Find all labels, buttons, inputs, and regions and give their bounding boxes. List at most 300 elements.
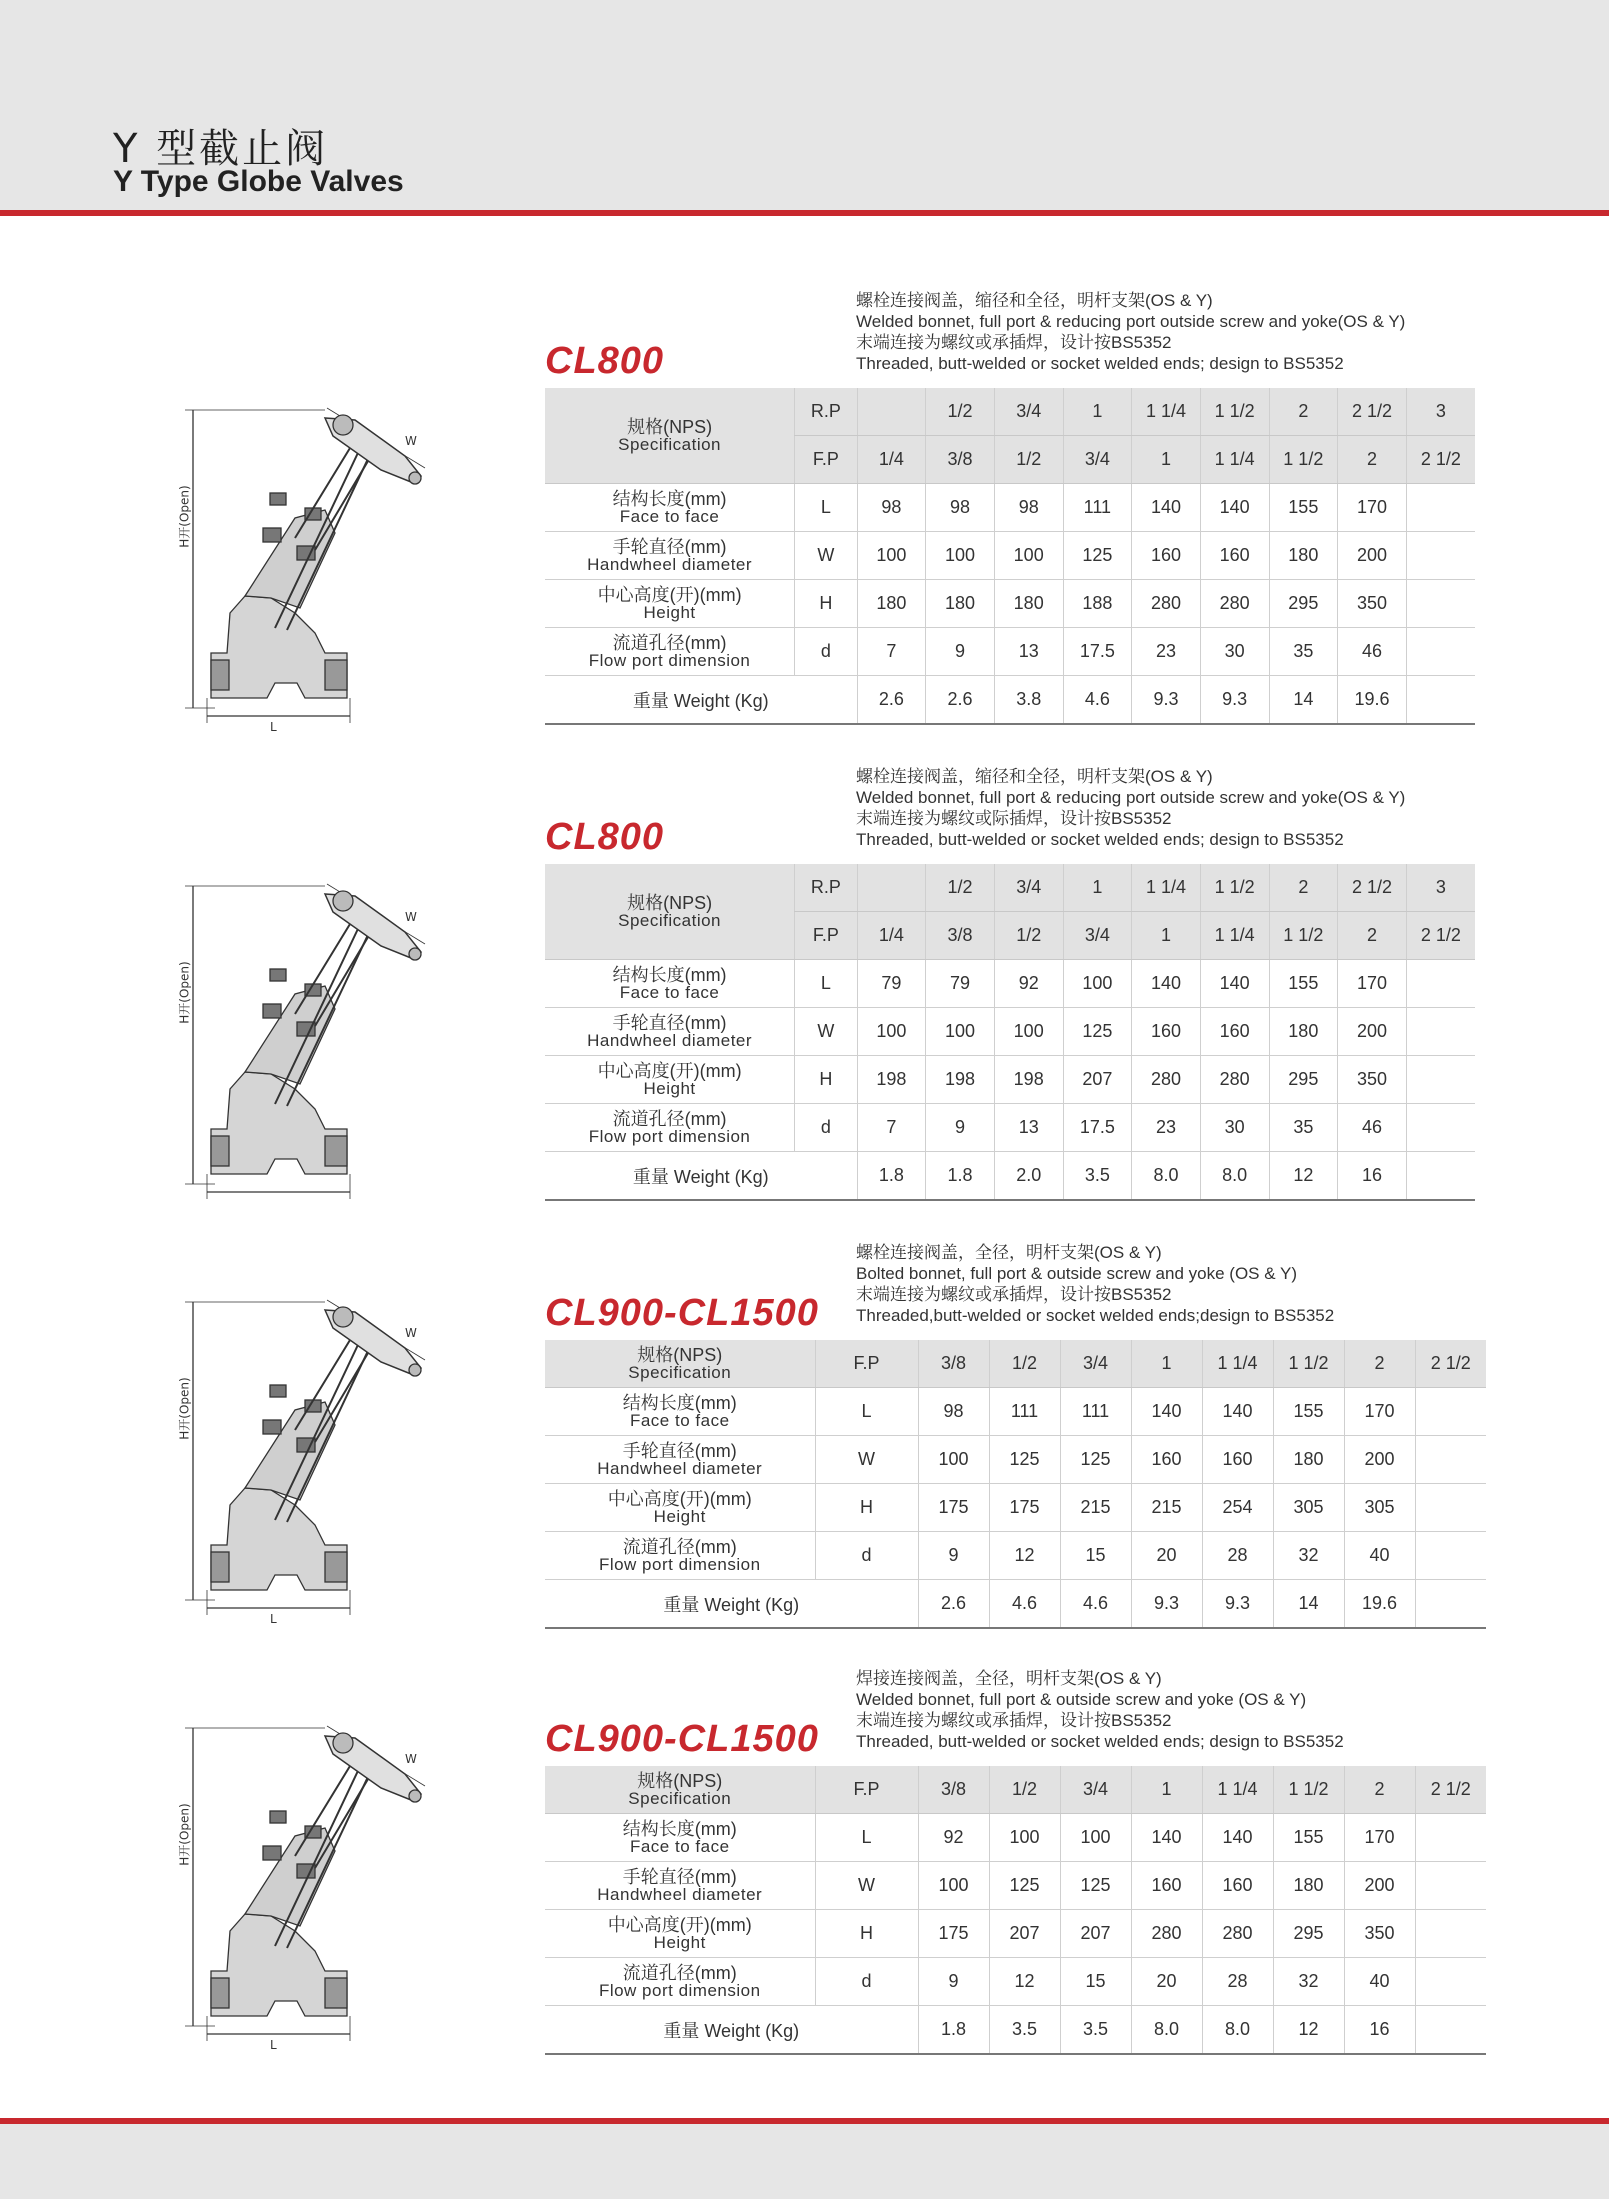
weight-value: 9.3 — [1131, 1580, 1202, 1629]
desc-line: 末端连接为螺纹或承插焊，设计按BS5352 — [856, 1285, 1172, 1304]
handwheel-diameter-symbol: W — [815, 1436, 918, 1484]
handwheel-diameter-value: 125 — [1063, 532, 1132, 580]
weight-value: 1.8 — [857, 1152, 926, 1201]
spec-table — [545, 1340, 1486, 1629]
fp-label: F.P — [795, 912, 857, 960]
weight-label: 重量 Weight (Kg) — [545, 1580, 918, 1629]
width-label: W — [405, 1326, 417, 1340]
fp-size: 1 — [1132, 436, 1201, 484]
fp-size: 2 — [1344, 1340, 1415, 1388]
height-label-cn: 中心高度(开)(mm) — [607, 1488, 752, 1509]
section-description — [856, 290, 1405, 374]
fp-size: 1 1/2 — [1269, 912, 1338, 960]
handwheel-diameter-value: 160 — [1132, 532, 1201, 580]
height-value: 180 — [926, 580, 995, 628]
height-value — [1406, 1056, 1475, 1104]
valve-drawing — [175, 874, 485, 1204]
rp-size: 3 — [1406, 388, 1475, 436]
fp-size: 2 — [1338, 912, 1407, 960]
flow-port-value: 30 — [1200, 628, 1269, 676]
desc-line: Threaded, butt-welded or socket welded ends; design to BS5352 — [856, 354, 1344, 373]
fp-size: 3/4 — [1063, 436, 1132, 484]
flow-port-value: 40 — [1344, 1532, 1415, 1580]
spec-label — [545, 864, 795, 960]
fp-size: 1 1/2 — [1269, 436, 1338, 484]
face-to-face-label-en: Face to face — [619, 506, 720, 526]
rp-size: 2 1/2 — [1338, 864, 1407, 912]
flow-port-value: 17.5 — [1063, 628, 1132, 676]
flow-port-value — [1415, 1532, 1486, 1580]
face-to-face-value: 140 — [1131, 1814, 1202, 1862]
face-to-face-value: 155 — [1269, 484, 1338, 532]
weight-value: 8.0 — [1200, 1152, 1269, 1201]
handwheel-diameter-label — [545, 1436, 815, 1484]
fp-size: 1 — [1131, 1340, 1202, 1388]
flow-port-label — [545, 628, 795, 676]
face-to-face-label — [545, 484, 795, 532]
flow-port-value: 32 — [1273, 1532, 1344, 1580]
desc-line: 末端连接为螺纹或际插焊，设计按BS5352 — [856, 809, 1172, 828]
y-globe-valve-icon — [175, 1290, 485, 1624]
desc-line: 末端连接为螺纹或承插焊，设计按BS5352 — [856, 333, 1172, 352]
height-label-cn: 中心高度(开)(mm) — [597, 1060, 742, 1081]
face-to-face-value — [1406, 484, 1475, 532]
face-to-face-value: 140 — [1200, 484, 1269, 532]
pressure-class-label: CL800 — [545, 340, 665, 382]
rp-size: 1/2 — [926, 864, 995, 912]
y-globe-valve-icon — [175, 874, 485, 1208]
face-to-face-value — [1406, 960, 1475, 1008]
flow-port-value: 20 — [1131, 1532, 1202, 1580]
flow-port-symbol: d — [795, 628, 857, 676]
face-to-face-value: 111 — [1060, 1388, 1131, 1436]
height-value: 207 — [1063, 1056, 1132, 1104]
height-value: 215 — [1131, 1484, 1202, 1532]
flow-port-label-en: Flow port dimension — [598, 1554, 761, 1574]
flow-port-value: 28 — [1202, 1958, 1273, 2006]
handwheel-diameter-value: 125 — [989, 1862, 1060, 1910]
handwheel-diameter-value: 160 — [1131, 1436, 1202, 1484]
handwheel-diameter-label — [545, 1008, 795, 1056]
height-label-cn: 中心高度(开)(mm) — [607, 1914, 752, 1935]
spec-label-en: Specification — [618, 434, 722, 454]
height-value: 207 — [1060, 1910, 1131, 1958]
weight-value: 14 — [1273, 1580, 1344, 1629]
face-to-face-value: 170 — [1344, 1814, 1415, 1862]
weight-value: 4.6 — [1063, 676, 1132, 725]
face-to-face-value — [1415, 1814, 1486, 1862]
face-to-face-value: 170 — [1338, 484, 1407, 532]
handwheel-diameter-value: 100 — [994, 1008, 1063, 1056]
section-cl900-cl1500-a — [0, 1240, 1609, 1710]
handwheel-diameter-value: 200 — [1338, 532, 1407, 580]
face-to-face-value: 98 — [926, 484, 995, 532]
face-to-face-value: 92 — [994, 960, 1063, 1008]
fp-size: 1/4 — [857, 436, 926, 484]
rp-size: 1 — [1063, 388, 1132, 436]
y-globe-valve-icon — [175, 398, 485, 732]
handwheel-diameter-value: 125 — [1063, 1008, 1132, 1056]
height-label: H开(Open) — [177, 1803, 192, 1866]
desc-line: Welded bonnet, full port & outside screw and yoke (OS & Y) — [856, 1690, 1307, 1709]
handwheel-diameter-value: 100 — [926, 1008, 995, 1056]
fp-size: 1/4 — [857, 912, 926, 960]
weight-label: 重量 Weight (Kg) — [545, 2006, 918, 2055]
pressure-class-label: CL900-CL1500 — [545, 1718, 819, 1760]
face-to-face-label-cn: 结构长度(mm) — [612, 488, 727, 509]
spec-label-en: Specification — [618, 910, 722, 930]
fp-size: 1 — [1132, 912, 1201, 960]
weight-value: 2.0 — [994, 1152, 1063, 1201]
desc-line: Threaded, butt-welded or socket welded ends; design to BS5352 — [856, 830, 1344, 849]
height-value: 198 — [857, 1056, 926, 1104]
handwheel-diameter-value: 160 — [1200, 532, 1269, 580]
rp-label: R.P — [795, 388, 857, 436]
pressure-class-label: CL900-CL1500 — [545, 1292, 819, 1334]
section-description — [856, 766, 1405, 850]
fp-size: 1/2 — [994, 912, 1063, 960]
height-value: 280 — [1132, 1056, 1201, 1104]
height-symbol: H — [795, 580, 857, 628]
height-value: 198 — [926, 1056, 995, 1104]
width-label: W — [405, 1752, 417, 1766]
fp-size: 3/4 — [1060, 1766, 1131, 1814]
fp-size: 1/2 — [994, 436, 1063, 484]
face-to-face-value: 79 — [926, 960, 995, 1008]
height-value: 280 — [1200, 580, 1269, 628]
flow-port-value: 35 — [1269, 628, 1338, 676]
fp-size: 2 1/2 — [1406, 912, 1475, 960]
desc-line: Threaded, butt-welded or socket welded ends; design to BS5352 — [856, 1732, 1344, 1751]
flow-port-value: 23 — [1132, 628, 1201, 676]
weight-value: 2.6 — [918, 1580, 989, 1629]
rp-size: 1 1/2 — [1200, 388, 1269, 436]
handwheel-diameter-value: 100 — [918, 1862, 989, 1910]
weight-value: 12 — [1273, 2006, 1344, 2055]
weight-value: 9.3 — [1202, 1580, 1273, 1629]
face-to-face-label — [545, 960, 795, 1008]
fp-size: 1 1/2 — [1273, 1340, 1344, 1388]
spec-label-cn: 规格(NPS) — [627, 416, 713, 437]
rp-size: 1 1/4 — [1132, 388, 1201, 436]
height-label-en: Height — [643, 1078, 696, 1098]
flow-port-symbol: d — [815, 1532, 918, 1580]
fp-size: 1/2 — [989, 1766, 1060, 1814]
height-label-cn: 中心高度(开)(mm) — [597, 584, 742, 605]
fp-size: 1 1/4 — [1202, 1766, 1273, 1814]
face-to-face-label — [545, 1388, 815, 1436]
face-to-face-value: 140 — [1132, 960, 1201, 1008]
face-to-face-label-en: Face to face — [629, 1836, 730, 1856]
rp-size: 3 — [1406, 864, 1475, 912]
face-to-face-value: 140 — [1200, 960, 1269, 1008]
face-to-face-value: 170 — [1344, 1388, 1415, 1436]
height-value: 280 — [1131, 1910, 1202, 1958]
height-value — [1415, 1484, 1486, 1532]
flow-port-label-cn: 流道孔径(mm) — [612, 632, 727, 653]
pressure-class-label: CL800 — [545, 816, 665, 858]
face-to-face-value: 155 — [1269, 960, 1338, 1008]
page-title-cn: Y 型截止阀 — [113, 126, 329, 172]
height-symbol: H — [815, 1910, 918, 1958]
flow-port-value: 7 — [857, 1104, 926, 1152]
handwheel-diameter-value: 100 — [857, 1008, 926, 1056]
flow-port-value: 9 — [918, 1958, 989, 2006]
handwheel-diameter-value — [1406, 532, 1475, 580]
fp-size: 3/8 — [926, 436, 995, 484]
fp-label: F.P — [815, 1766, 918, 1814]
face-to-face-label-cn: 结构长度(mm) — [622, 1392, 737, 1413]
handwheel-diameter-value: 100 — [918, 1436, 989, 1484]
header-divider — [0, 210, 1609, 216]
height-label-en: Height — [653, 1506, 706, 1526]
face-to-face-value: 100 — [1060, 1814, 1131, 1862]
height-label — [545, 1484, 815, 1532]
section-description — [856, 1668, 1344, 1752]
spec-table — [545, 388, 1475, 725]
flow-port-value: 12 — [989, 1532, 1060, 1580]
flow-port-value: 15 — [1060, 1532, 1131, 1580]
weight-value: 4.6 — [1060, 1580, 1131, 1629]
handwheel-diameter-value: 125 — [989, 1436, 1060, 1484]
desc-line: 末端连接为螺纹或承插焊，设计按BS5352 — [856, 1711, 1172, 1730]
height-value: 305 — [1273, 1484, 1344, 1532]
height-label-en: Height — [643, 602, 696, 622]
rp-label: R.P — [795, 864, 857, 912]
spec-label-cn: 规格(NPS) — [627, 892, 713, 913]
desc-line: 螺栓连接阀盖，缩径和全径，明杆支架(OS & Y) — [856, 767, 1213, 786]
height-value: 175 — [918, 1910, 989, 1958]
weight-value: 8.0 — [1132, 1152, 1201, 1201]
handwheel-diameter-value — [1415, 1436, 1486, 1484]
desc-line: 螺栓连接阀盖，全径，明杆支架(OS & Y) — [856, 1243, 1162, 1262]
face-to-face-value: 155 — [1273, 1388, 1344, 1436]
face-to-face-value: 140 — [1131, 1388, 1202, 1436]
spec-label-cn: 规格(NPS) — [637, 1344, 723, 1365]
rp-size: 1 1/4 — [1132, 864, 1201, 912]
fp-size: 3/8 — [918, 1340, 989, 1388]
flow-port-value: 13 — [994, 1104, 1063, 1152]
fp-size: 2 1/2 — [1415, 1340, 1486, 1388]
handwheel-diameter-value: 100 — [926, 532, 995, 580]
flow-port-value: 9 — [918, 1532, 989, 1580]
height-value: 280 — [1202, 1910, 1273, 1958]
height-label: H开(Open) — [177, 485, 192, 548]
handwheel-diameter-label — [545, 532, 795, 580]
face-to-face-value: 170 — [1338, 960, 1407, 1008]
weight-value: 19.6 — [1344, 1580, 1415, 1629]
handwheel-diameter-value — [1415, 1862, 1486, 1910]
handwheel-diameter-value: 180 — [1273, 1436, 1344, 1484]
spec-label-cn: 规格(NPS) — [637, 1770, 723, 1791]
page-title-en: Y Type Globe Valves — [113, 165, 404, 198]
flow-port-label-en: Flow port dimension — [588, 1126, 751, 1146]
handwheel-diameter-value: 200 — [1338, 1008, 1407, 1056]
height-label: H开(Open) — [177, 1377, 192, 1440]
height-value: 295 — [1269, 1056, 1338, 1104]
face-to-face-label-cn: 结构长度(mm) — [612, 964, 727, 985]
weight-value: 8.0 — [1202, 2006, 1273, 2055]
spec-label — [545, 388, 795, 484]
handwheel-diameter-label-en: Handwheel diameter — [597, 1884, 763, 1904]
spec-label-en: Specification — [628, 1788, 732, 1808]
rp-size: 1 1/2 — [1200, 864, 1269, 912]
weight-label: 重量 Weight (Kg) — [545, 1152, 857, 1201]
length-label: L — [270, 1612, 277, 1626]
face-to-face-symbol: L — [815, 1814, 918, 1862]
face-to-face-symbol: L — [795, 960, 857, 1008]
handwheel-diameter-label-en: Handwheel diameter — [587, 554, 753, 574]
handwheel-diameter-label-cn: 手轮直径(mm) — [612, 1012, 727, 1033]
height-value: 350 — [1338, 1056, 1407, 1104]
fp-size: 3/4 — [1060, 1340, 1131, 1388]
weight-value — [1406, 1152, 1475, 1201]
fp-size: 3/8 — [926, 912, 995, 960]
spec-label — [545, 1340, 815, 1388]
flow-port-label — [545, 1958, 815, 2006]
handwheel-diameter-label-en: Handwheel diameter — [597, 1458, 763, 1478]
handwheel-diameter-label-en: Handwheel diameter — [587, 1030, 753, 1050]
face-to-face-value: 140 — [1202, 1814, 1273, 1862]
height-value: 280 — [1132, 580, 1201, 628]
flow-port-value: 32 — [1273, 1958, 1344, 2006]
flow-port-label — [545, 1104, 795, 1152]
height-value: 207 — [989, 1910, 1060, 1958]
flow-port-label-cn: 流道孔径(mm) — [622, 1536, 737, 1557]
flow-port-symbol: d — [815, 1958, 918, 2006]
section-cl900-cl1500-b — [0, 1666, 1609, 2136]
handwheel-diameter-value: 180 — [1269, 1008, 1338, 1056]
flow-port-value: 23 — [1132, 1104, 1201, 1152]
weight-value: 3.8 — [994, 676, 1063, 725]
flow-port-value: 13 — [994, 628, 1063, 676]
weight-value: 8.0 — [1131, 2006, 1202, 2055]
height-label-en: Height — [653, 1932, 706, 1952]
face-to-face-value: 155 — [1273, 1814, 1344, 1862]
face-to-face-value: 140 — [1132, 484, 1201, 532]
rp-size: 3/4 — [994, 388, 1063, 436]
desc-line: Welded bonnet, full port & reducing port outside screw and yoke(OS & Y) — [856, 788, 1406, 807]
fp-size: 1 1/4 — [1200, 912, 1269, 960]
face-to-face-value: 111 — [1063, 484, 1132, 532]
face-to-face-label — [545, 1814, 815, 1862]
handwheel-diameter-label — [545, 1862, 815, 1910]
height-value — [1415, 1910, 1486, 1958]
face-to-face-value: 98 — [918, 1388, 989, 1436]
desc-line: 焊接连接阀盖，全径，明杆支架(OS & Y) — [856, 1669, 1162, 1688]
face-to-face-value: 100 — [989, 1814, 1060, 1862]
handwheel-diameter-value: 200 — [1344, 1862, 1415, 1910]
height-value: 198 — [994, 1056, 1063, 1104]
height-value: 175 — [918, 1484, 989, 1532]
width-label: W — [405, 910, 417, 924]
handwheel-diameter-symbol: W — [795, 532, 857, 580]
weight-value: 12 — [1269, 1152, 1338, 1201]
handwheel-diameter-value: 160 — [1131, 1862, 1202, 1910]
rp-size: 1/2 — [926, 388, 995, 436]
weight-value: 9.3 — [1132, 676, 1201, 725]
weight-value: 2.6 — [857, 676, 926, 725]
face-to-face-value — [1415, 1388, 1486, 1436]
height-label — [545, 580, 795, 628]
length-label: L — [270, 2038, 277, 2052]
valve-drawing — [175, 1290, 485, 1626]
flow-port-value: 35 — [1269, 1104, 1338, 1152]
height-symbol: H — [795, 1056, 857, 1104]
section-cl800-b — [0, 764, 1609, 1234]
weight-value: 14 — [1269, 676, 1338, 725]
flow-port-value: 40 — [1344, 1958, 1415, 2006]
weight-value: 16 — [1338, 1152, 1407, 1201]
weight-value: 3.5 — [1060, 2006, 1131, 2055]
desc-line: 螺栓连接阀盖，缩径和全径，明杆支架(OS & Y) — [856, 291, 1213, 310]
spec-label-en: Specification — [628, 1362, 732, 1382]
face-to-face-label-en: Face to face — [619, 982, 720, 1002]
width-label: W — [405, 434, 417, 448]
weight-value: 1.8 — [926, 1152, 995, 1201]
face-to-face-value: 98 — [994, 484, 1063, 532]
fp-size: 2 1/2 — [1415, 1766, 1486, 1814]
desc-line: Bolted bonnet, full port & outside screw and yoke (OS & Y) — [856, 1264, 1297, 1283]
weight-value: 3.5 — [989, 2006, 1060, 2055]
face-to-face-symbol: L — [795, 484, 857, 532]
flow-port-value: 28 — [1202, 1532, 1273, 1580]
height-value: 295 — [1269, 580, 1338, 628]
flow-port-value: 7 — [857, 628, 926, 676]
handwheel-diameter-value: 160 — [1132, 1008, 1201, 1056]
weight-value — [1415, 1580, 1486, 1629]
handwheel-diameter-value — [1406, 1008, 1475, 1056]
handwheel-diameter-value: 100 — [994, 532, 1063, 580]
handwheel-diameter-value: 160 — [1202, 1436, 1273, 1484]
flow-port-label-en: Flow port dimension — [598, 1980, 761, 2000]
fp-size: 3/8 — [918, 1766, 989, 1814]
handwheel-diameter-value: 180 — [1273, 1862, 1344, 1910]
length-label: L — [270, 720, 277, 734]
height-value — [1406, 580, 1475, 628]
flow-port-label-cn: 流道孔径(mm) — [612, 1108, 727, 1129]
flow-port-value — [1406, 1104, 1475, 1152]
height-value: 215 — [1060, 1484, 1131, 1532]
weight-value: 4.6 — [989, 1580, 1060, 1629]
flow-port-value: 12 — [989, 1958, 1060, 2006]
desc-line: Welded bonnet, full port & reducing port outside screw and yoke(OS & Y) — [856, 312, 1406, 331]
weight-value — [1415, 2006, 1486, 2055]
face-to-face-value: 92 — [918, 1814, 989, 1862]
face-to-face-value: 79 — [857, 960, 926, 1008]
height-label — [545, 1910, 815, 1958]
fp-size: 2 1/2 — [1406, 436, 1475, 484]
face-to-face-value: 98 — [857, 484, 926, 532]
handwheel-diameter-value: 125 — [1060, 1436, 1131, 1484]
face-to-face-value: 100 — [1063, 960, 1132, 1008]
flow-port-value: 46 — [1338, 1104, 1407, 1152]
weight-value: 2.6 — [926, 676, 995, 725]
handwheel-diameter-value: 160 — [1202, 1862, 1273, 1910]
flow-port-value: 20 — [1131, 1958, 1202, 2006]
spec-table — [545, 1766, 1486, 2055]
weight-label: 重量 Weight (Kg) — [545, 676, 857, 725]
fp-label: F.P — [815, 1340, 918, 1388]
height-value: 280 — [1200, 1056, 1269, 1104]
weight-value: 19.6 — [1338, 676, 1407, 725]
face-to-face-label-cn: 结构长度(mm) — [622, 1818, 737, 1839]
flow-port-value: 9 — [926, 628, 995, 676]
flow-port-symbol: d — [795, 1104, 857, 1152]
flow-port-value: 46 — [1338, 628, 1407, 676]
handwheel-diameter-value: 160 — [1200, 1008, 1269, 1056]
fp-label: F.P — [795, 436, 857, 484]
